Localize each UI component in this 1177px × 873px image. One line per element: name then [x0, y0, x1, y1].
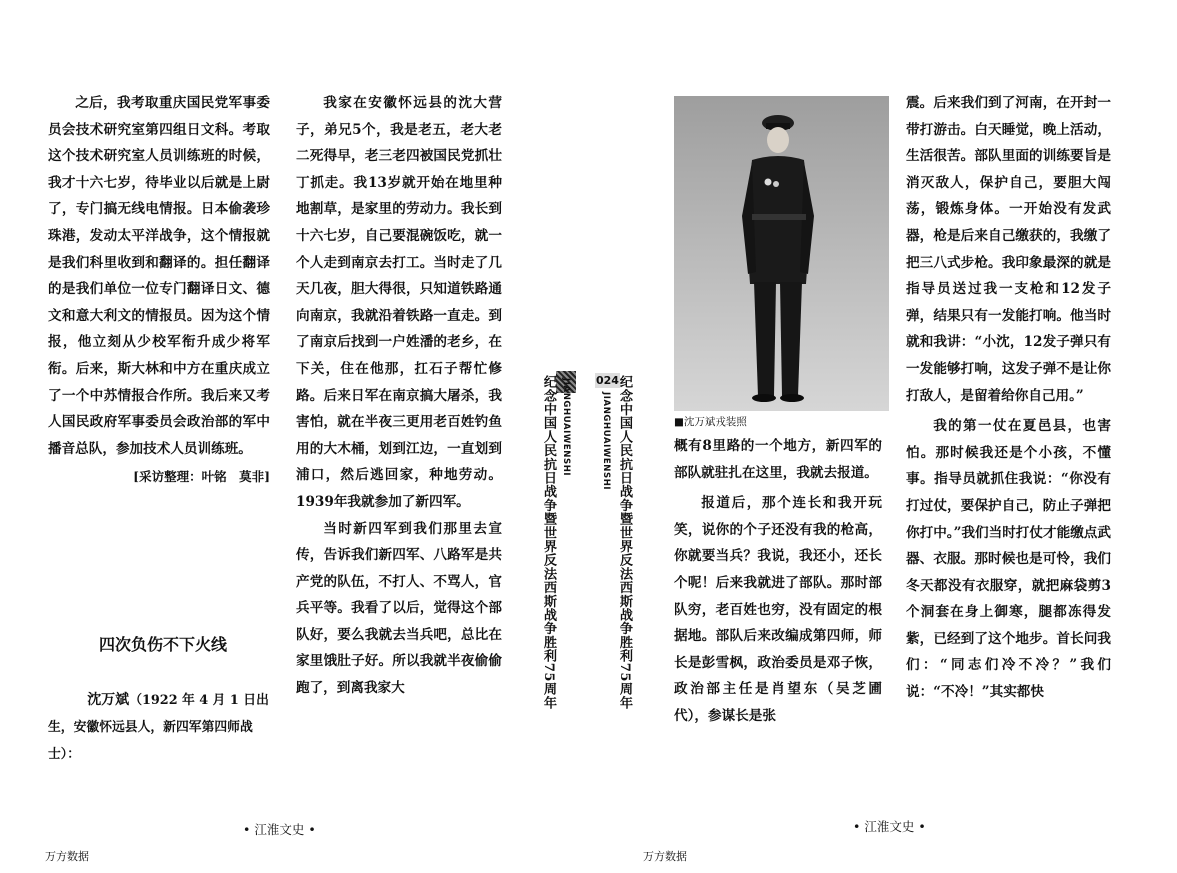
right-spine-chinese: 纪念中国人民抗日战争暨世界反法西斯战争胜利75周年: [617, 375, 632, 710]
paragraph: 报道后，那个连长和我开玩笑，说你的个子还没有我的枪高，你就要当兵？我说，我还小，还长个呢！后来我就进了部队。那时部队穷，老百姓也穷，没有固定的根据地。部队后来改编成第四师，师长是彭雪枫，政治委员是邓子恢，政治部主任是肖望东（吴芝圃代），参谋长是张: [674, 495, 882, 724]
paragraph: 震。后来我们到了河南，在开封一带打游击。白天睡觉，晚上活动，生活很苦。部队里面的训练要旨是消灭敌人，保护自己，要胆大闯荡，锻炼身体。一开始没有发武器，枪是后来自己缴获的，我缴了把三八式步枪。我印象最深的就是指导员送过我一支枪和12发子弹，结果只有一发能打响。他当时就和我讲：“小沈，12发子弹只有一发能够打响，这发子弹不是让你打敌人，是留着给你自己用。”: [906, 95, 1111, 404]
left-watermark: 万方数据: [45, 850, 89, 863]
right-spine-english: JIANGHUAIWENSHI: [601, 392, 611, 491]
bio-details: （1922 年 4 月 1 日出生，安徽怀远县人，新四军第四师战士）：: [48, 693, 269, 762]
bio-block: [48, 687, 273, 768]
photo-caption: ■沈万斌戎装照: [674, 416, 747, 428]
paragraph: 当时新四军到我们那里去宣传，告诉我们新四军、八路军是共产党的队伍，不打人、不骂人，官兵平等。我看了以后，觉得这个部队好，要么我就去当兵吧，总比在家里饿肚子好。所以我就半夜偷偷跑了，到离我家大: [296, 520, 502, 697]
page-number: 024: [596, 374, 619, 387]
left-page-column-right: [296, 90, 502, 702]
right-page-column-right: [906, 90, 1111, 706]
right-page-column-left: [674, 433, 882, 730]
left-spine-chinese: 纪念中国人民抗日战争暨世界反法西斯战争胜利75周年: [541, 375, 556, 710]
interview-credit: [采访整理：叶铭 莫非]: [133, 469, 270, 485]
left-spine-english: JIANGHUAIWENSHI: [561, 378, 571, 477]
paragraph: 概有8里路的一个地方，新四军的部队就驻扎在这里，我就去报道。: [674, 438, 882, 481]
paragraph: 我的第一仗在夏邑县，也害怕。那时候我还是个小孩，不懂事。指导员就抓住我说：“你没有打过仗，要保护自己，防止子弹把你打中。”我们当时打仗才能缴点武器、衣服。那时候也是可怜，我们冬天都没有衣服穿，就把麻袋剪3个洞套在身上御寒，腿都冻得发紫，已经到了这个地步。首长问我们：“同志们冷不冷？”我们说：“不冷！”其实都快: [906, 418, 1111, 701]
right-footer: • 江淮文史 •: [853, 819, 926, 834]
bio-name: 沈万斌: [87, 692, 130, 708]
paragraph: 我家在安徽怀远县的沈大营子，弟兄5个，我是老五，老大老二死得早，老三老四被国民党抓壮丁抓走。我13岁就开始在地里种地割草，是家里的劳动力。我长到十六七岁，自己要混碗饭吃，就一个人走到南京去打工。当时走了几天几夜，胆大得很，只知道铁路通向南京，我就沿着铁路一直走。到了南京后找到一户姓潘的老乡，在下关，住在他那，扛石子帮忙修路。后来日军在南京搞大屠杀，我害怕，就在半夜三更用老百姓钓鱼用的大木桶，划到江边，一直划到浦口，然后逃回家，种地劳动。1939年我就参加了新四军。: [296, 95, 502, 510]
portrait-photo: [674, 96, 889, 411]
soldier-portrait-image: [674, 96, 889, 411]
section-title: 四次负伤不下火线: [99, 635, 228, 654]
right-watermark: 万方数据: [643, 850, 687, 863]
paragraph: 之后，我考取重庆国民党军事委员会技术研究室第四组日文科。考取这个技术研究室人员训练班的时候，我才十六七岁，待毕业以后就是上尉了，专门搞无线电情报。日本偷袭珍珠港，发动太平洋战争，这个情报就是我们科里收到和翻译的。担任翻译的是我们单位一位专门翻译日文、德文和意大利文的情报员。因为这个情报，他立刻从少校军衔升成少将军衔。后来，斯大林和中方在重庆成立了一个中苏情报合作所。我后来又考人国民政府军事委员会政治部的军中播音总队，参加技术人员训练班。: [48, 95, 270, 457]
left-page-column-left: [48, 90, 270, 491]
left-footer: • 江淮文史 •: [243, 822, 316, 837]
